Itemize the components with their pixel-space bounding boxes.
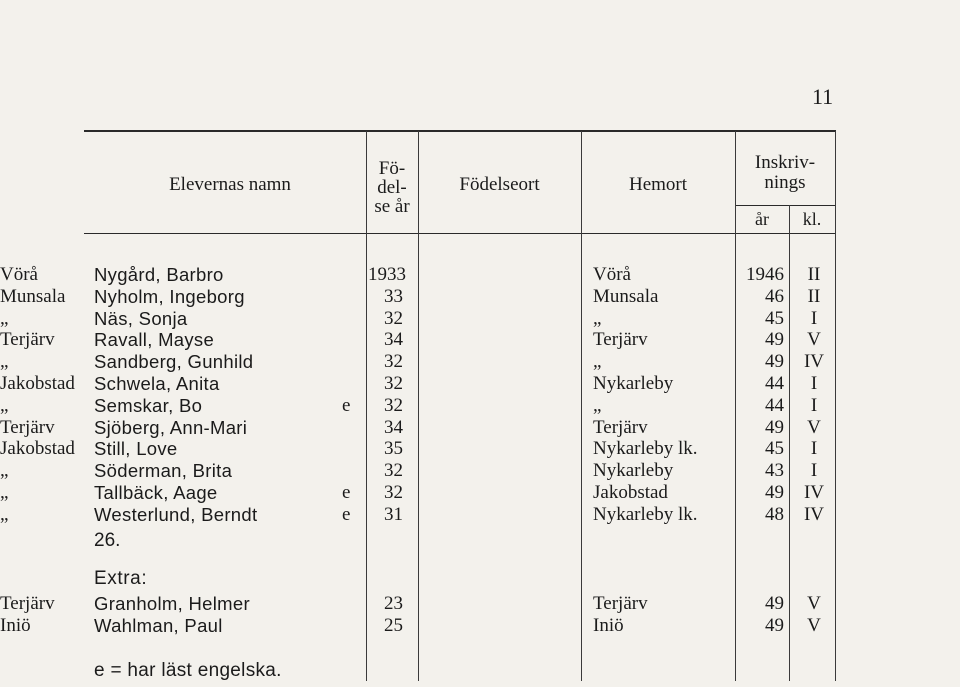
birthplace: Iniö	[0, 615, 31, 636]
birthplace: Jakobstad	[0, 373, 75, 394]
header-enroll-line2: nings	[764, 172, 806, 193]
extra-label: Extra:	[94, 568, 148, 589]
column-divider	[581, 131, 582, 681]
enroll-year: 46	[765, 285, 784, 307]
hometown: „	[593, 394, 602, 416]
hometown: „	[593, 351, 602, 373]
birth-year: 32	[384, 307, 403, 329]
birth-year: 1933	[368, 264, 406, 285]
student-name: Ravall, Mayse	[94, 329, 215, 351]
english-mark: e	[342, 482, 351, 503]
student-name: Söderman, Brita	[94, 460, 233, 482]
birthplace: „	[0, 460, 9, 482]
student-name: Sjöberg, Ann-Mari	[94, 416, 248, 438]
header-bottom-rule	[84, 233, 836, 234]
enroll-year: 49	[765, 593, 784, 614]
birth-year: 34	[384, 329, 403, 351]
student-name: Granholm, Helmer	[94, 593, 250, 614]
enroll-year: 1946	[746, 264, 784, 285]
enroll-class: I	[810, 307, 818, 329]
english-mark: e	[342, 394, 351, 416]
header-enroll-line1: Inskriv-	[754, 152, 816, 173]
hometown: Nykarleby lk.	[593, 438, 698, 460]
student-name: Westerlund, Berndt	[94, 503, 258, 525]
enroll-class: I	[810, 460, 818, 482]
student-name: Semskar, Bo	[94, 394, 203, 416]
hometown: „	[593, 307, 602, 329]
student-count: 26.	[94, 530, 121, 551]
student-name: Nygård, Barbro	[94, 264, 224, 285]
enroll-class: V	[807, 416, 821, 438]
student-name: Tallbäck, Aage	[94, 482, 218, 503]
enroll-year: 44	[765, 373, 784, 394]
hometown: Nykarleby	[593, 373, 674, 394]
header-year-line2: del-	[377, 177, 407, 198]
enroll-year: 49	[765, 615, 784, 636]
header-birthplace: Födelseort	[459, 174, 540, 195]
birthplace: „	[0, 307, 9, 329]
student-name: Wahlman, Paul	[94, 615, 223, 636]
column-divider	[835, 131, 836, 681]
hometown: Terjärv	[593, 329, 648, 351]
birth-year: 25	[384, 615, 403, 636]
hometown: Terjärv	[593, 416, 648, 438]
enroll-year: 43	[765, 460, 784, 482]
enroll-class: V	[807, 329, 821, 351]
birth-year: 34	[384, 416, 403, 438]
enroll-class: IV	[803, 351, 825, 373]
student-name: Still, Love	[94, 438, 178, 460]
enroll-class: I	[810, 373, 818, 394]
enroll-class: IV	[803, 503, 825, 525]
enroll-class: I	[810, 394, 818, 416]
table-top-rule	[84, 130, 836, 132]
hometown: Nykarleby	[593, 460, 674, 482]
english-mark: e	[342, 503, 351, 525]
enroll-class: II	[807, 285, 821, 307]
page-number: 11	[812, 84, 834, 109]
birth-year: 31	[384, 503, 403, 525]
birth-year: 32	[384, 351, 403, 373]
birth-year: 32	[384, 394, 403, 416]
birthplace: Vörå	[0, 264, 38, 285]
column-divider	[789, 205, 790, 681]
header-year-line3: se år	[374, 196, 410, 217]
header-year-line1: Fö-	[378, 158, 406, 179]
birthplace: „	[0, 482, 9, 503]
enroll-year: 45	[765, 438, 784, 460]
hometown: Jakobstad	[593, 482, 668, 503]
column-divider	[735, 131, 736, 681]
enroll-year: 48	[765, 503, 784, 525]
birth-year: 32	[384, 373, 403, 394]
enroll-class: I	[810, 438, 818, 460]
student-name: Näs, Sonja	[94, 307, 188, 329]
birthplace: „	[0, 351, 9, 373]
hometown: Nykarleby lk.	[593, 503, 698, 525]
birthplace: Terjärv	[0, 593, 55, 614]
enroll-year: 49	[765, 416, 784, 438]
student-name: Sandberg, Gunhild	[94, 351, 254, 373]
student-name: Schwela, Anita	[94, 373, 220, 394]
birth-year: 23	[384, 593, 403, 614]
column-divider	[418, 131, 419, 681]
enroll-year: 49	[765, 351, 784, 373]
enroll-class: V	[807, 593, 821, 614]
student-name: Nyholm, Ingeborg	[94, 285, 245, 307]
birthplace: „	[0, 503, 9, 525]
birthplace: Terjärv	[0, 416, 55, 438]
birthplace: „	[0, 394, 9, 416]
birth-year: 35	[384, 438, 403, 460]
hometown: Vörå	[593, 264, 631, 285]
enroll-year: 49	[765, 329, 784, 351]
header-name: Elevernas namn	[169, 174, 291, 195]
birthplace: Jakobstad	[0, 438, 75, 460]
enroll-year: 44	[765, 394, 784, 416]
enroll-year: 45	[765, 307, 784, 329]
enroll-class: V	[807, 615, 821, 636]
enroll-year: 49	[765, 482, 784, 503]
birthplace: Terjärv	[0, 329, 55, 351]
header-home: Hemort	[628, 174, 688, 195]
birth-year: 32	[384, 482, 403, 503]
birth-year: 33	[384, 285, 403, 307]
header-enroll-year: år	[755, 209, 769, 229]
enroll-class: IV	[803, 482, 825, 503]
hometown: Terjärv	[593, 593, 648, 614]
enroll-sub-rule	[735, 205, 836, 206]
hometown: Munsala	[593, 285, 659, 307]
header-enroll-class: kl.	[802, 209, 822, 229]
birthplace: Munsala	[0, 285, 66, 307]
birth-year: 32	[384, 460, 403, 482]
hometown: Iniö	[593, 615, 624, 636]
enroll-class: II	[807, 264, 821, 285]
footnote: e = har läst engelska.	[94, 660, 282, 681]
